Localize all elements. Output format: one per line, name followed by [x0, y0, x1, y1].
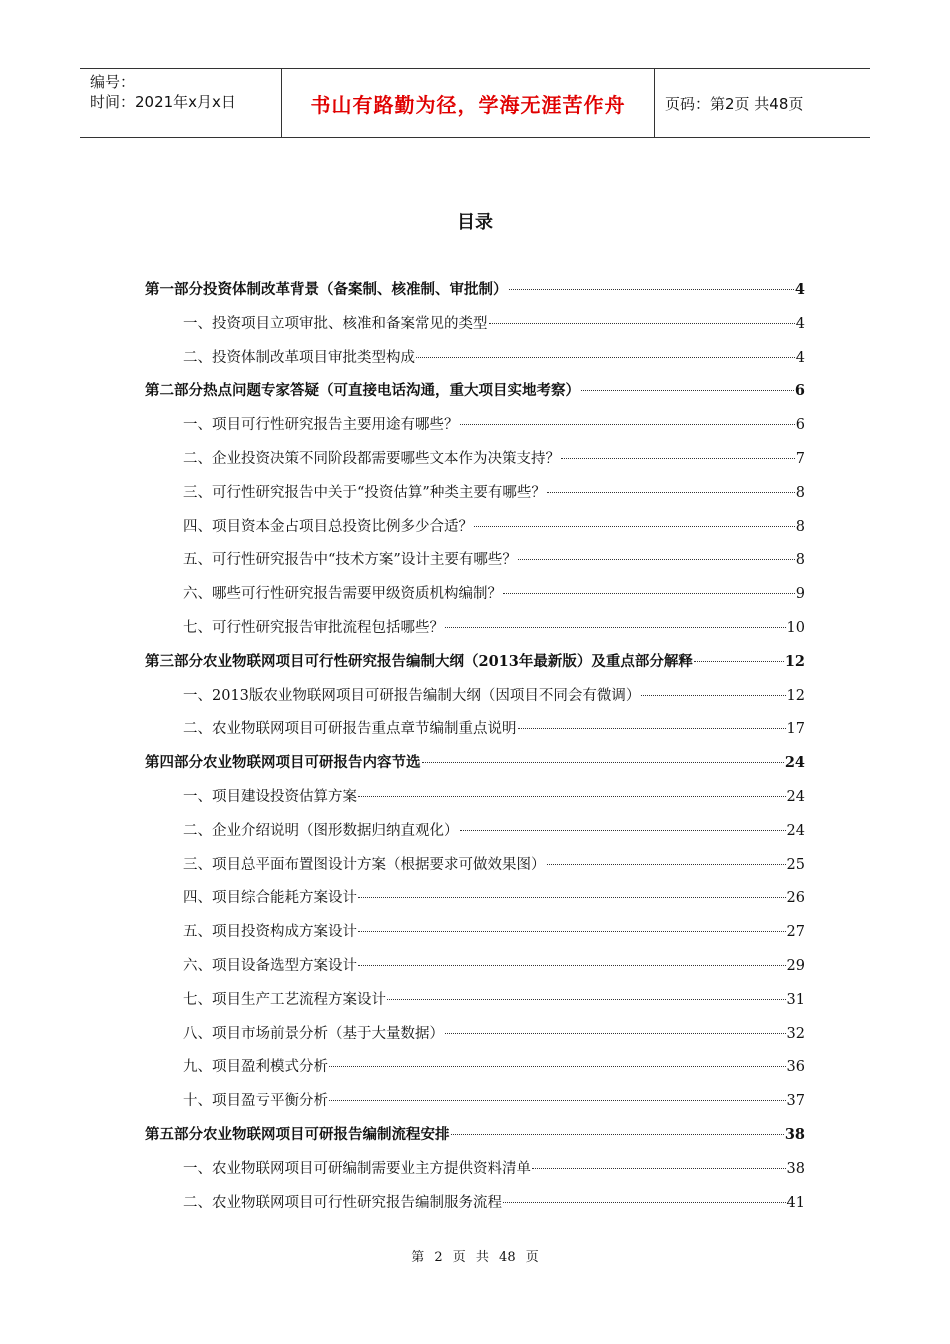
toc-entry-page: 24 [786, 788, 805, 805]
toc-entry-label: 一、项目建设投资估算方案 [183, 788, 357, 805]
toc-entry-label: 一、农业物联网项目可研编制需要业主方提供资料清单 [183, 1160, 531, 1177]
toc-entry-page: 38 [786, 1160, 805, 1177]
toc-leader-dots [416, 357, 795, 358]
toc-section-entry[interactable] [145, 717, 805, 751]
toc-entry-label: 二、企业投资决策不同阶段都需要哪些文本作为决策支持？ [183, 450, 560, 467]
toc-entry-page: 4 [794, 281, 805, 298]
toc-leader-dots [503, 1202, 786, 1203]
toc-leader-dots [460, 830, 786, 831]
toc-leader-dots [518, 559, 795, 560]
toc-leader-dots [358, 897, 786, 898]
time-label: 时间：2021年x月x日 [90, 93, 236, 111]
toc-section-entry[interactable] [145, 1055, 805, 1089]
toc-section-entry[interactable] [145, 853, 805, 887]
toc-leader-dots [445, 1033, 786, 1034]
toc-section-entry[interactable] [145, 1191, 805, 1225]
toc-entry-label: 第一部分投资体制改革背景（备案制、核准制、审批制） [145, 281, 508, 298]
toc-entry-label: 第五部分农业物联网项目可研报告编制流程安排 [145, 1125, 450, 1143]
toc-section-entry[interactable] [145, 346, 805, 380]
toc-entry-label: 五、可行性研究报告中“技术方案”设计主要有哪些？ [183, 552, 517, 569]
toc-section-entry[interactable] [145, 548, 805, 582]
toc-entry-label: 第三部分农业物联网项目可行性研究报告编制大纲（2013年最新版）及重点部分解释 [145, 652, 693, 670]
toc-entry-page: 36 [786, 1059, 805, 1076]
toc-leader-dots [489, 323, 795, 324]
toc-entry-label: 三、可行性研究报告中关于“投资估算”种类主要有哪些？ [183, 484, 546, 501]
toc-leader-dots [422, 762, 784, 763]
toc-entry-page: 25 [786, 856, 805, 873]
toc-entry-label: 七、项目生产工艺流程方案设计 [183, 991, 386, 1008]
toc-entry-label: 八、项目市场前景分析（基于大量数据） [183, 1025, 444, 1042]
toc-section-entry[interactable] [145, 481, 805, 515]
toc-entry-page: 29 [786, 957, 805, 974]
header-meta [80, 69, 282, 137]
toc-leader-dots [358, 796, 786, 797]
toc-entry-label: 十、项目盈亏平衡分析 [183, 1093, 328, 1110]
toc-entry-page: 4 [795, 315, 805, 332]
toc-entry-page: 31 [786, 991, 805, 1008]
toc-section-entry[interactable] [145, 515, 805, 549]
toc-entry-label: 三、项目总平面布置图设计方案（根据要求可做效果图） [183, 856, 546, 873]
toc-section-entry[interactable] [145, 886, 805, 920]
toc-leader-dots [503, 593, 795, 594]
toc-entry-page: 41 [786, 1194, 805, 1211]
toc-entry-label: 二、投资体制改革项目审批类型构成 [183, 349, 415, 366]
toc-leader-dots [581, 390, 794, 391]
toc-section-entry[interactable] [145, 616, 805, 650]
toc-leader-dots [329, 1066, 786, 1067]
toc-entry-page: 17 [786, 721, 805, 738]
toc-entry-label: 四、项目资本金占项目总投资比例多少合适？ [183, 518, 473, 535]
toc-section-entry[interactable] [145, 819, 805, 853]
toc-part-entry[interactable] [145, 1123, 805, 1157]
toc-part-entry[interactable] [145, 278, 805, 312]
toc-leader-dots [641, 695, 785, 696]
toc-entry-page: 8 [795, 552, 805, 569]
table-of-contents [145, 278, 805, 1224]
toc-entry-page: 9 [795, 586, 805, 603]
toc-leader-dots [532, 1168, 786, 1169]
toc-entry-label: 七、可行性研究报告审批流程包括哪些？ [183, 619, 444, 636]
toc-entry-page: 4 [795, 349, 805, 366]
toc-entry-label: 二、农业物联网项目可行性研究报告编制服务流程 [183, 1194, 502, 1211]
toc-entry-label: 四、项目综合能耗方案设计 [183, 890, 357, 907]
toc-section-entry[interactable] [145, 413, 805, 447]
toc-entry-page: 8 [795, 484, 805, 501]
toc-entry-label: 第二部分热点问题专家答疑（可直接电话沟通，重大项目实地考察） [145, 382, 580, 400]
header-motto: 书山有路勤为径，学海无涯苦作舟 [282, 69, 655, 137]
toc-leader-dots [547, 864, 786, 865]
toc-entry-page: 8 [795, 518, 805, 535]
toc-section-entry[interactable] [145, 582, 805, 616]
toc-title: 目录 [457, 212, 493, 233]
page-header [80, 68, 870, 138]
toc-leader-dots [445, 627, 786, 628]
toc-section-entry[interactable] [145, 1022, 805, 1056]
toc-entry-label: 六、项目设备选型方案设计 [183, 957, 357, 974]
toc-entry-page: 24 [786, 822, 805, 839]
toc-entry-label: 五、项目投资构成方案设计 [183, 924, 357, 941]
toc-leader-dots [694, 661, 784, 662]
toc-entry-label: 第四部分农业物联网项目可研报告内容节选 [145, 754, 421, 772]
toc-leader-dots [474, 526, 795, 527]
toc-entry-page: 38 [784, 1125, 805, 1143]
toc-part-entry[interactable] [145, 650, 805, 684]
toc-entry-label: 六、哪些可行性研究报告需要甲级资质机构编制？ [183, 586, 502, 603]
toc-section-entry[interactable] [145, 988, 805, 1022]
toc-leader-dots [518, 728, 786, 729]
toc-leader-dots [329, 1100, 786, 1101]
toc-entry-page: 6 [794, 382, 805, 400]
toc-section-entry[interactable] [145, 447, 805, 481]
toc-section-entry[interactable] [145, 1157, 805, 1191]
toc-section-entry[interactable] [145, 1089, 805, 1123]
toc-entry-label: 二、农业物联网项目可研报告重点章节编制重点说明 [183, 721, 517, 738]
toc-entry-page: 37 [786, 1093, 805, 1110]
toc-entry-page: 6 [795, 417, 805, 434]
toc-leader-dots [561, 458, 795, 459]
toc-entry-page: 7 [795, 450, 805, 467]
page-footer: 第 2 页 共 48 页 [411, 1250, 539, 1265]
toc-entry-page: 26 [786, 890, 805, 907]
toc-part-entry[interactable] [145, 379, 805, 413]
toc-entry-label: 一、投资项目立项审批、核准和备案常见的类型 [183, 315, 488, 332]
toc-entry-label: 一、项目可行性研究报告主要用途有哪些？ [183, 417, 459, 434]
toc-leader-dots [451, 1134, 784, 1135]
toc-entry-label: 二、企业介绍说明（图形数据归纳直观化） [183, 822, 459, 839]
number-label: 编号： [90, 73, 136, 91]
toc-leader-dots [358, 965, 786, 966]
toc-leader-dots [509, 289, 794, 290]
toc-section-entry[interactable] [145, 312, 805, 346]
header-page-info: 页码：第2页 共48页 [665, 94, 804, 113]
toc-entry-label: 一、2013版农业物联网项目可研报告编制大纲（因项目不同会有微调） [183, 687, 641, 704]
toc-section-entry[interactable] [145, 785, 805, 819]
toc-leader-dots [387, 999, 786, 1000]
toc-section-entry[interactable] [145, 684, 805, 718]
toc-entry-page: 32 [786, 1025, 805, 1042]
toc-entry-page: 27 [786, 924, 805, 941]
toc-part-entry[interactable] [145, 751, 805, 785]
toc-entry-label: 九、项目盈利模式分析 [183, 1059, 328, 1076]
toc-entry-page: 24 [784, 754, 805, 772]
toc-section-entry[interactable] [145, 954, 805, 988]
toc-entry-page: 12 [784, 652, 805, 670]
toc-leader-dots [547, 492, 795, 493]
toc-leader-dots [460, 424, 795, 425]
toc-entry-page: 10 [786, 619, 805, 636]
toc-leader-dots [358, 931, 786, 932]
toc-entry-page: 12 [786, 687, 805, 704]
toc-section-entry[interactable] [145, 920, 805, 954]
